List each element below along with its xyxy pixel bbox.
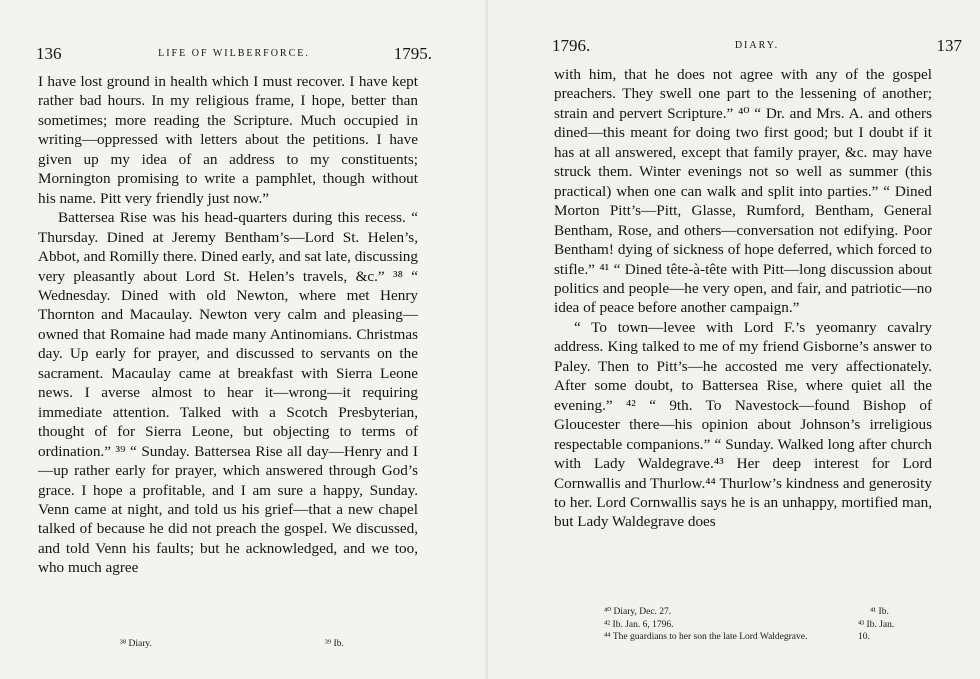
paragraph: “ To town—levee with Lord F.’s yeomanry cavalry address. King talked to me of my friend Gisborne’s answer to Paley. Then to Pitt’s—he accosted me very affectionately. After some doubt, to Battersea Rise, where quiet all the evening.” ⁴² “ 9th. To Navestock—found Bishop of Gloucester there—his opinion about Johnson’s irreligious respectable companions.” “ Sunday. Walked long after church with Lady Waldegrave.⁴³ Her deep interest for Lord Cornwallis and Thurlow.⁴⁴ Thurlow’s kindness and generosity to her. Lord Cornwallis says he is an unhappy, mortified man, but Lady Waldegrave does	[554, 318, 932, 531]
footnote: ⁴² Ib. Jan. 6, 1796.	[604, 619, 674, 630]
header-year: 1795.	[393, 44, 432, 63]
right-body-text	[554, 65, 932, 532]
footnote: ⁴¹ Ib.	[870, 607, 889, 617]
running-title: DIARY.	[734, 40, 780, 51]
page-number: 137	[936, 36, 962, 55]
right-page	[488, 0, 980, 679]
right-page-header	[552, 36, 962, 58]
footnote: ⁴³ Ib. Jan. 10.	[858, 619, 895, 642]
running-title: LIFE OF WILBERFORCE.	[158, 48, 310, 59]
footnote: ⁴⁰ Diary, Dec. 27.	[604, 607, 672, 617]
footnote: ³⁸ Diary.	[120, 639, 152, 649]
left-page	[0, 0, 488, 679]
left-page-header	[36, 44, 432, 66]
paragraph: I have lost ground in health which I must recover. I have kept rather bad hours. In my religious frame, I hope, better than sometimes; more reading the Scripture. Much occupied in writing—oppressed with letters about the petitions. I have given up my idea of an address to my constituents; Mornington promising to write a pamphlet, though without his name. Pitt very friendly just now.”	[38, 73, 418, 207]
right-footnotes	[604, 606, 904, 644]
header-year: 1796.	[552, 36, 591, 55]
page-number: 136	[36, 44, 62, 63]
paragraph: with him, that he does not agree with any of the gospel preachers. They swell one part to the lessening of another; strain and pervert Scripture.” ⁴⁰ “ Dr. and Mrs. A. and others dined—this meant for doing two first good; but I doubt if it has at all answered, except that family prayer, &c. may have struck them. Winter evenings not so well as summer (this practical) when one can walk and split into parties.” “ Dined Morton Pitt’s—Pitt, Glasse, Rumford, Bentham, General Bentham, Rose, and others—conversation not edifying. Poor Bentham! dying of sickness of hope deferred, which forced to stifle.” ⁴¹ “ Dined tête-à-tête with Pitt—long discussion about politics and people—he very open, and fair, and patriotic—no idea of peace before another campaign.”	[554, 66, 932, 317]
left-body-text	[38, 72, 418, 578]
left-footnotes	[120, 639, 380, 649]
footnote: ³⁹ Ib.	[325, 639, 344, 649]
footnote: ⁴⁴ The guardians to her son the late Lord Waldegrave.	[604, 632, 808, 642]
paragraph: Battersea Rise was his head-quarters during this recess. “ Thursday. Dined at Jeremy Bentham’s—Lord St. Helen’s, Abbot, and Romilly there. Dined early, and sat late, discussing very pleasantly about Lord St. Helen’s travels, &c.” ³⁸ “ Wednesday. Dined with old Newton, where met Henry Thornton and Macaulay. Newton very calm and pleasing—owned that Romaine had made many Antinomians. Christmas day. Up early for prayer, and discussed to servants on the sacrament. Macaulay came at breakfast with Sierra Leone news. I averse almost to hear it—wrong—it requiring immediate attention. Talked with a Scotch Presbyterian, thought of for Sierra Leone, but objecting to terms of ordination.” ³⁹ “ Sunday. Battersea Rise all day—Henry and I—up rather early for prayer, which answered through God’s grace. I hope a profitable, and I am sure a happy, Sunday. Venn came at night, and told us his grief—that a new chapel talked of because he did not preach the gospel. We discussed, and told Venn his faults; but he acknowledged, and we too, who much agree	[38, 209, 418, 577]
